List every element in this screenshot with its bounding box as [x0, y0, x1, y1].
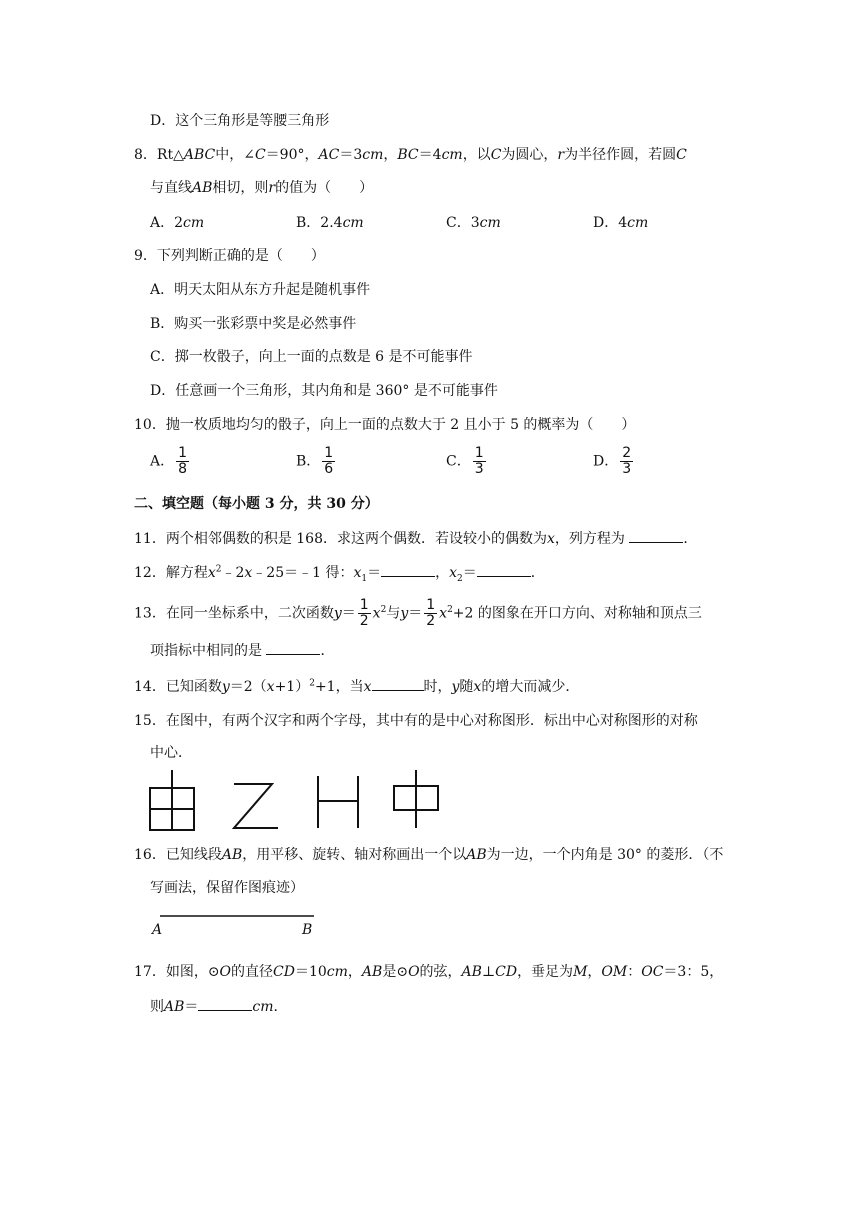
q9-stem: 9．下列判断正确的是（ ）: [134, 248, 325, 264]
q13-line2: 项指标中相同的是 ．: [150, 640, 334, 661]
q11: 11．两个相邻偶数的积是 168．求这两个偶数．若设较小的偶数为x，列方程为 ．: [134, 528, 697, 549]
q10-option-d: D． $\frac{2}{3}$: [593, 445, 632, 477]
q12: 12．解方程$x^2﹣2x﹣25=﹣1$ 得：$x_1=$ ，$x_2=$ ．: [134, 562, 545, 583]
figure-letter-h: [318, 776, 358, 828]
q8-option-d: D．4cm: [593, 215, 649, 231]
figure-you: [150, 770, 194, 830]
q17-line1: 17．如图，⊙O的直径CD＝10cm，AB是⊙O的弦，AB⊥CD，垂足为M，OM：OC＝3：5，: [134, 964, 724, 980]
figure-zhong: [394, 770, 438, 828]
q10-option-a: A． $\frac{1}{8}$: [150, 445, 188, 477]
q9-option-c: C．掷一枚骰子，向上一面的点数是 6 是不可能事件: [150, 349, 473, 365]
q8-stem-line1: 8．Rt△ABC中，∠C＝90°，AC＝3cm，BC＝4cm，以C为圆心，r为半径作圆，若圆C: [134, 147, 687, 163]
q12-answer-blank-2[interactable]: [477, 562, 531, 577]
q8-option-b: B．2.4cm: [296, 215, 364, 231]
section-title: 二、填空题（每小题 3 分，共 30 分）: [134, 496, 379, 512]
q13-answer-blank[interactable]: [266, 640, 320, 655]
q7-option-d: D．这个三角形是等腰三角形: [150, 113, 330, 129]
q15-line1: 15．在图中，有两个汉字和两个字母，其中有的是中心对称图形．标出中心对称图形的对称: [134, 713, 698, 729]
q14: 14．已知函数$y=2(x+1)^2+1$，当x 时，y随x的增大而减少．: [134, 676, 579, 697]
q14-answer-blank[interactable]: [372, 676, 424, 691]
segment-ab: [150, 908, 350, 938]
q13-line1: 13．在同一坐标系中，二次函数y＝ $\frac{1}{2}$ $x^2$与y＝ $\frac{1}{2}$ $x^2+2$ 的图象在开口方向、对称轴和顶点三: [134, 597, 702, 629]
q10-option-c: C． $\frac{1}{3}$: [446, 445, 484, 477]
q17-answer-blank[interactable]: [198, 996, 252, 1011]
q9-option-a: A．明天太阳从东方升起是随机事件: [150, 282, 371, 298]
q8-option-a: A．2cm: [150, 215, 205, 231]
q16-line2: 写画法，保留作图痕迹）: [150, 880, 304, 896]
q15-figures: [0, 768, 860, 838]
q9-option-b: B．购买一张彩票中奖是必然事件: [150, 316, 357, 332]
q10-option-b: B． $\frac{1}{6}$: [296, 445, 334, 477]
q17-line2: 则AB＝ cm．: [150, 996, 288, 1017]
q8-option-c: C．3cm: [446, 215, 501, 231]
figure-letter-z: [234, 784, 278, 828]
q15-line2: 中心．: [150, 745, 192, 761]
q11-answer-blank[interactable]: [629, 528, 683, 543]
q12-answer-blank-1[interactable]: [381, 562, 435, 577]
segment-label-b: B: [302, 922, 313, 938]
q16-line1: 16．已知线段AB，用平移、旋转、轴对称画出一个以AB为一边，一个内角是 30° 的菱形．（不: [134, 847, 724, 863]
q8-stem-line2: 与直线AB相切，则r的值为（ ）: [150, 180, 374, 196]
segment-label-a: A: [152, 922, 163, 938]
q9-option-d: D．任意画一个三角形，其内角和是 360° 是不可能事件: [150, 383, 498, 399]
q10-stem: 10．抛一枚质地均匀的骰子，向上一面的点数大于 2 且小于 5 的概率为（ ）: [134, 417, 636, 433]
